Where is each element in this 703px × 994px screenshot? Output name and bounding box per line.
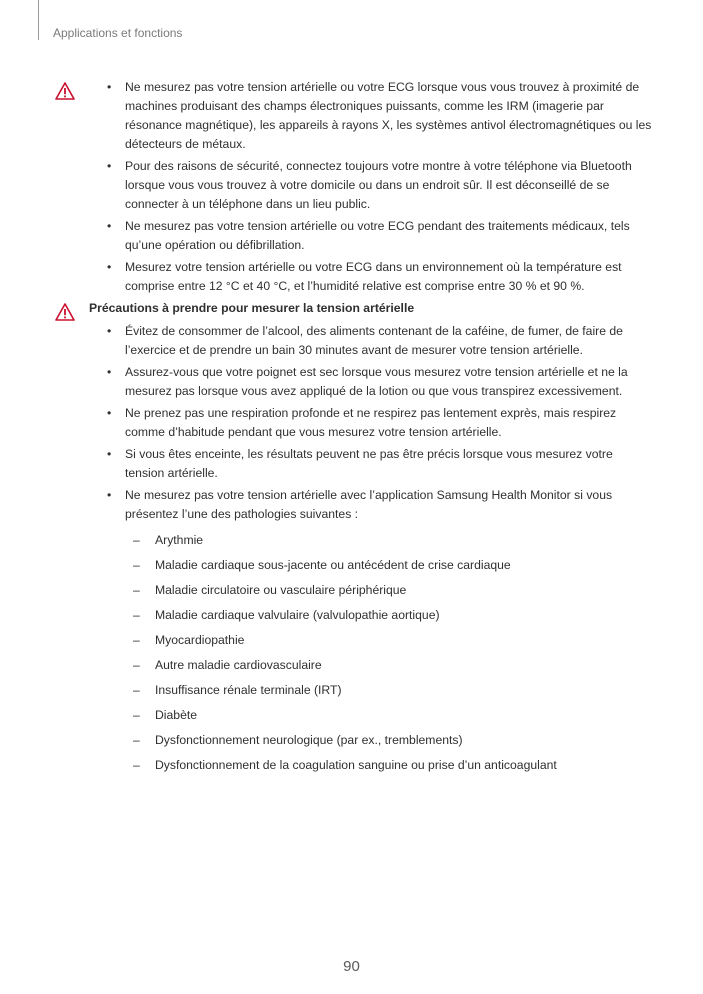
list-item: • Ne prenez pas une respiration profonde et ne respirez pas lentement exprès, mais respirez comme d’habitude pendant que vous mesurez votre tension artérielle. bbox=[107, 404, 655, 442]
warning-list-2 bbox=[107, 322, 655, 778]
list-item: • Ne mesurez pas votre tension artérielle ou votre ECG lorsque vous vous trouvez à proximité de machines produisant des champs électroniques puissants, comme les IRM (imagerie par résonance magnétique), les appareils à rayons X, les systèmes antivol électromagnétiques ou les détecteurs de métaux. bbox=[107, 78, 655, 154]
condition-item: – Myocardiopathie bbox=[125, 628, 655, 653]
list-item: • Si vous êtes enceinte, les résultats peuvent ne pas être précis lorsque vous mesurez votre tension artérielle. bbox=[107, 445, 655, 483]
list-item: • Évitez de consommer de l’alcool, des aliments contenant de la caféine, de fumer, de faire de l’exercice et de prendre un bain 30 minutes avant de mesurer votre tension artérielle. bbox=[107, 322, 655, 360]
warning-triangle-icon bbox=[55, 303, 75, 321]
condition-item: – Maladie circulatoire ou vasculaire périphérique bbox=[125, 578, 655, 603]
condition-item: – Arythmie bbox=[125, 528, 655, 553]
page-edge-line bbox=[38, 0, 39, 40]
condition-item: – Autre maladie cardiovasculaire bbox=[125, 653, 655, 678]
list-item bbox=[107, 486, 655, 778]
section-title: Applications et fonctions bbox=[53, 26, 183, 40]
condition-item: – Insuffisance rénale terminale (IRT) bbox=[125, 678, 655, 703]
warning-triangle-icon bbox=[55, 82, 75, 100]
section-heading: Précautions à prendre pour mesurer la tension artérielle bbox=[89, 301, 415, 315]
condition-item: – Dysfonctionnement de la coagulation sanguine ou prise d’un anticoagulant bbox=[125, 753, 655, 778]
warning-block-2 bbox=[55, 299, 655, 778]
page-content bbox=[55, 78, 655, 781]
list-item: • Pour des raisons de sécurité, connectez toujours votre montre à votre téléphone via Bluetooth lorsque vous vous trouvez à votre domicile ou dans un endroit sûr. Il est déconseillé de se connecter à un téléphone dans un lieu public. bbox=[107, 157, 655, 214]
list-item: • Mesurez votre tension artérielle ou votre ECG dans un environnement où la température est comprise entre 12 °C et 40 °C, et l’humidité relative est comprise entre 30 % et 90 %. bbox=[107, 258, 655, 296]
warning-list-1 bbox=[107, 78, 655, 296]
list-item: • Assurez-vous que votre poignet est sec lorsque vous mesurez votre tension artérielle et ne la mesurez pas lorsque vous avez appliqué de la lotion ou que vous transpirez excessivement. bbox=[107, 363, 655, 401]
condition-item: – Dysfonctionnement neurologique (par ex., tremblements) bbox=[125, 728, 655, 753]
list-item: • Ne mesurez pas votre tension artérielle ou votre ECG pendant des traitements médicaux, tels qu’une opération ou défibrillation. bbox=[107, 217, 655, 255]
condition-item: – Maladie cardiaque valvulaire (valvulopathie aortique) bbox=[125, 603, 655, 628]
warning-block-1 bbox=[55, 78, 655, 296]
conditions-list bbox=[125, 528, 655, 778]
page-number: 90 bbox=[343, 958, 360, 975]
condition-item: – Maladie cardiaque sous-jacente ou antécédent de crise cardiaque bbox=[125, 553, 655, 578]
condition-item: – Diabète bbox=[125, 703, 655, 728]
list-item-text: Ne mesurez pas votre tension artérielle avec l’application Samsung Health Monitor si vous présentez l’une des pathologies suivantes : bbox=[125, 488, 613, 521]
